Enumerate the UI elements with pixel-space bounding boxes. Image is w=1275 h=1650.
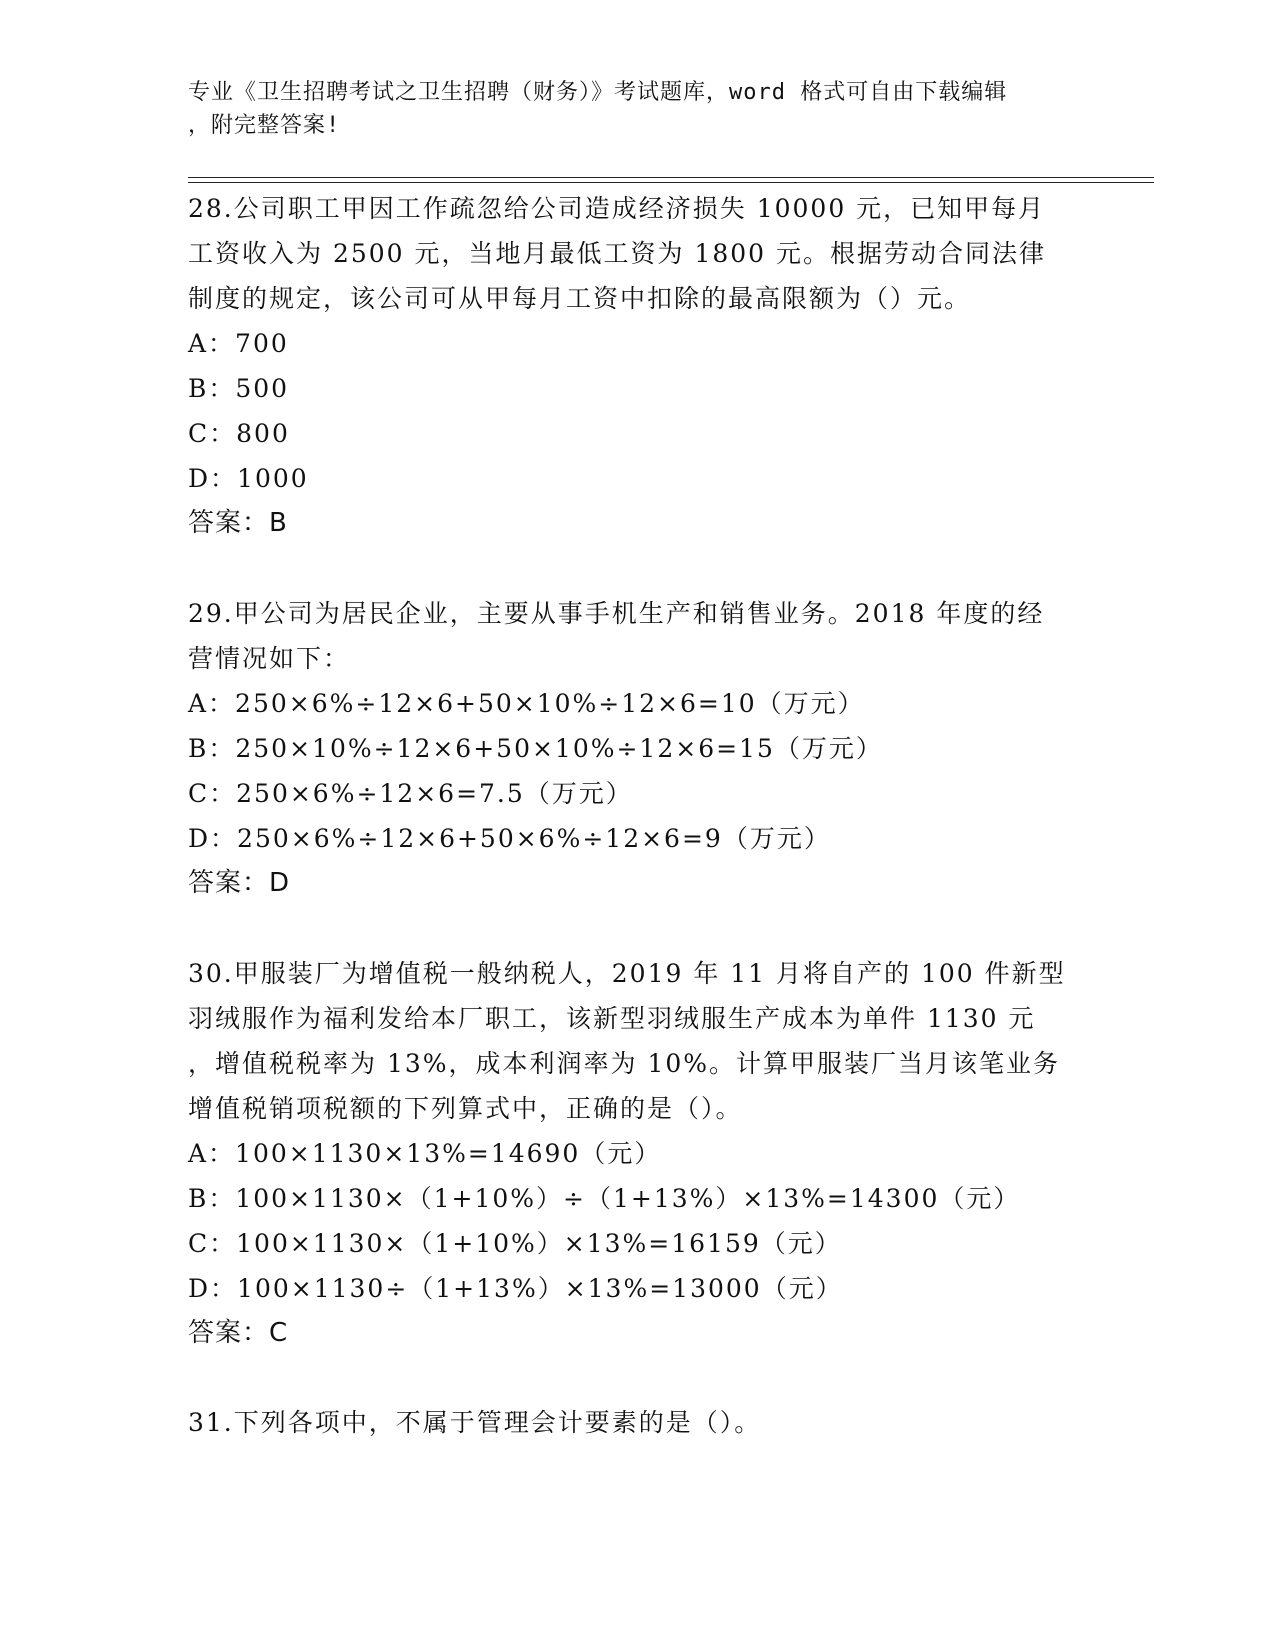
stem-line: 制度的规定，该公司可从甲每月工资中扣除的最高限额为（）元。 (188, 284, 972, 313)
stem-line: 羽绒服作为福利发给本厂职工，该新型羽绒服生产成本为单件 1130 元 (188, 1004, 1036, 1033)
option-d: D：250×6%÷12×6+50×6%÷12×6=9（万元） (188, 824, 831, 853)
option-a: A：100×1130×13%=14690（元） (188, 1139, 662, 1168)
question-31 (188, 1400, 1088, 1445)
question-stem (188, 951, 1078, 1131)
option-d: D：1000 (188, 464, 309, 493)
question-stem (188, 591, 1078, 681)
header-divider-top (188, 177, 1154, 178)
answer-label: 答案：B (188, 508, 288, 538)
question-stem (188, 1400, 1078, 1445)
stem-line: 29.甲公司为居民企业，主要从事手机生产和销售业务。2018 年度的经 (188, 599, 1045, 628)
question-28 (188, 186, 1088, 546)
option-c: C：800 (188, 419, 290, 448)
stem-line: ，增值税税率为 13%，成本利润率为 10%。计算甲服装厂当月该笔业务 (188, 1049, 1061, 1078)
stem-line: 28.公司职工甲因工作疏忽给公司造成经济损失 10000 元，已知甲每月 (188, 194, 1046, 223)
stem-line: 工资收入为 2500 元，当地月最低工资为 1800 元。根据劳动合同法律 (188, 239, 1047, 268)
option-a: A：250×6%÷12×6+50×10%÷12×6=10（万元） (188, 689, 865, 718)
question-30 (188, 951, 1088, 1356)
answer-label: 答案：C (188, 1318, 289, 1348)
stem-line: 增值税销项税额的下列算式中，正确的是（）。 (188, 1094, 743, 1123)
option-b: B：250×10%÷12×6+50×10%÷12×6=15（万元） (188, 734, 883, 763)
header-divider-bottom (188, 182, 1154, 183)
document-header (188, 76, 1068, 142)
stem-line: 31.下列各项中，不属于管理会计要素的是（）。 (188, 1408, 762, 1437)
option-c: C：250×6%÷12×6=7.5（万元） (188, 779, 633, 808)
header-line-2: ，附完整答案! (188, 113, 341, 138)
question-stem (188, 186, 1078, 321)
stem-line: 30.甲服装厂为增值税一般纳税人，2019 年 11 月将自产的 100 件新型 (188, 959, 1066, 988)
option-b: B：500 (188, 374, 290, 403)
option-d: D：100×1130÷（1+13%）×13%=13000（元） (188, 1274, 843, 1303)
question-29 (188, 591, 1088, 906)
option-c: C：100×1130×（1+10%）×13%=16159（元） (188, 1229, 842, 1258)
stem-line: 营情况如下： (188, 644, 351, 673)
option-b: B：100×1130×（1+10%）÷（1+13%）×13%=14300（元） (188, 1184, 1021, 1213)
option-a: A：700 (188, 329, 289, 358)
answer-label: 答案：D (188, 868, 291, 898)
header-line-1: 专业《卫生招聘考试之卫生招聘（财务）》考试题库，word 格式可自由下载编辑 (188, 80, 1008, 105)
